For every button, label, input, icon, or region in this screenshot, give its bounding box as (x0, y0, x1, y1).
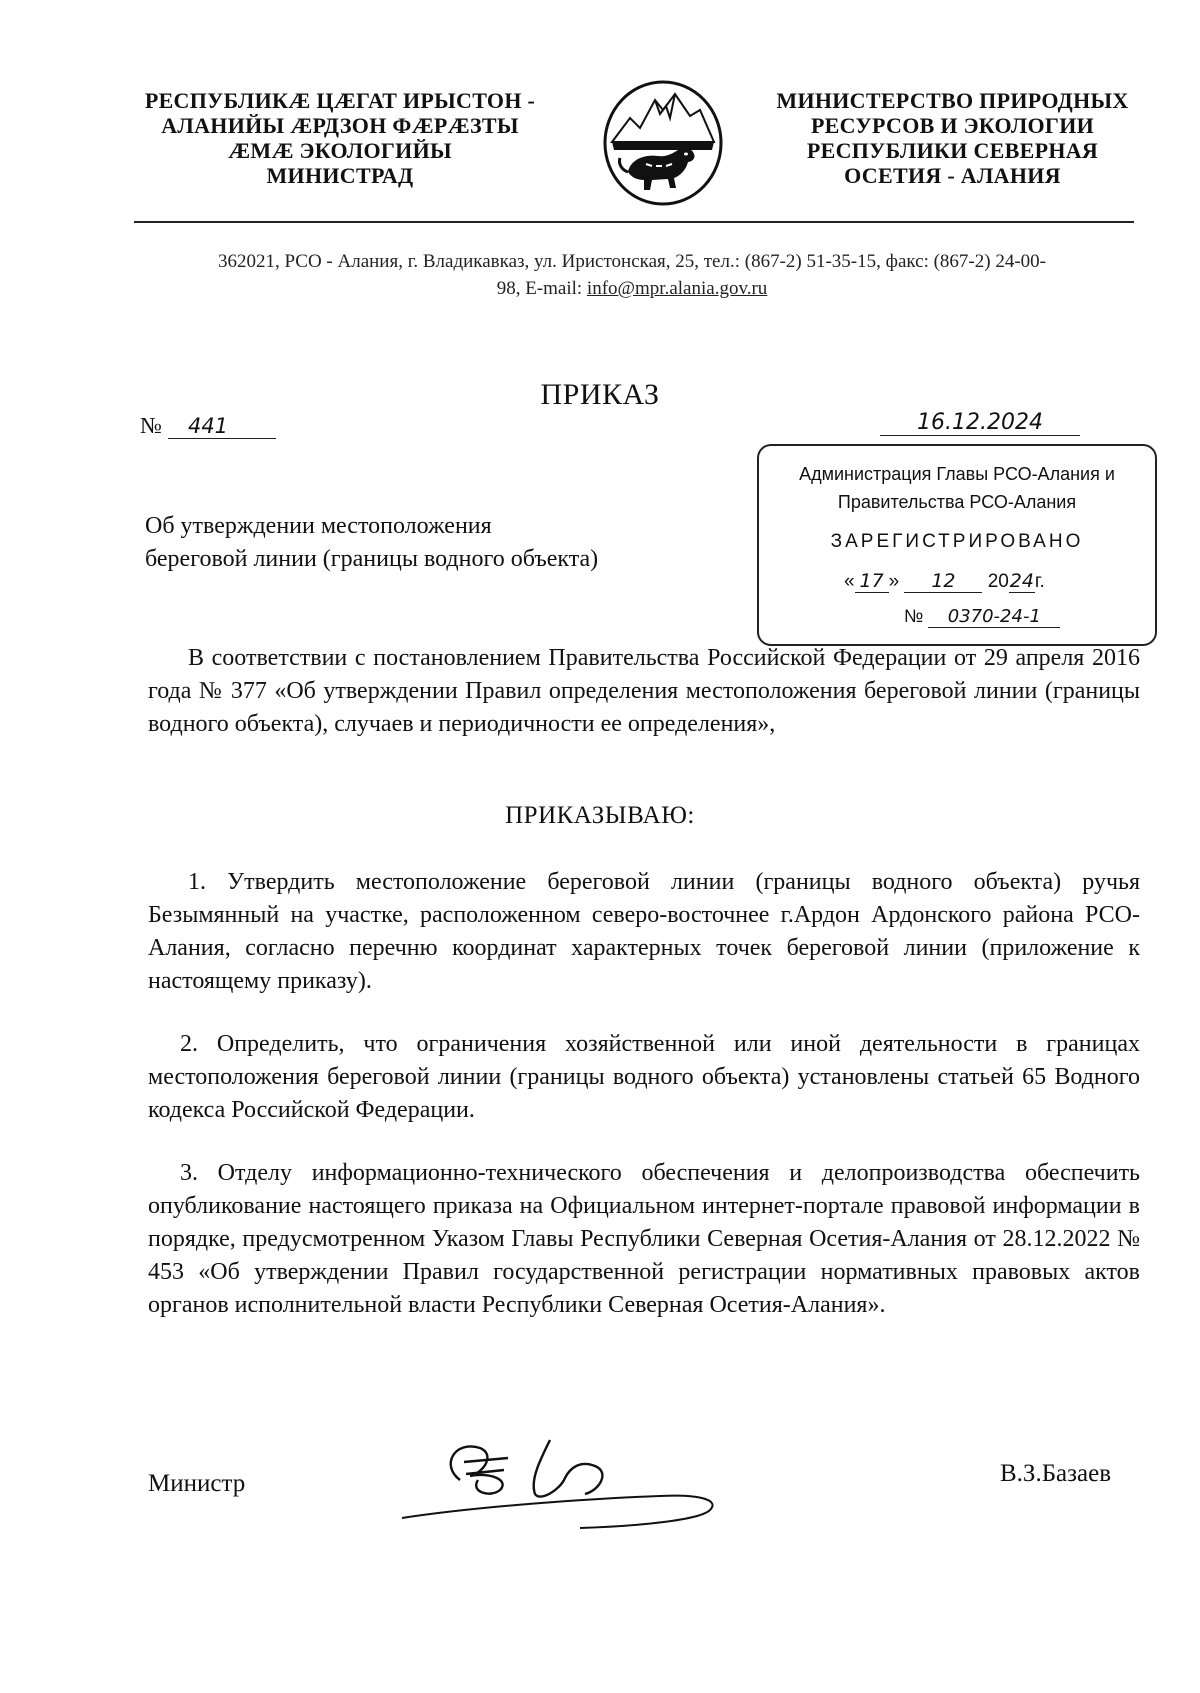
order-number-label: № (140, 413, 162, 438)
order-date: 16.12.2024 (880, 410, 1080, 436)
signatory-title: Министр (148, 1470, 246, 1497)
stamp-day: 17 (855, 570, 889, 593)
document-subject (145, 510, 598, 576)
letterhead-right-line: РЕСУРСОВ И ЭКОЛОГИИ (810, 113, 1095, 138)
stamp-year-prefix: 20 (987, 571, 1009, 592)
subject-line: береговой линии (границы водного объекта) (145, 546, 599, 572)
letterhead-divider (134, 221, 1134, 223)
letterhead-left (120, 88, 560, 188)
order-number-value: 441 (168, 414, 276, 439)
stamp-date: « 17 » 12 2024г. (844, 570, 1045, 592)
order-item-3: 3. Отделу информационно-технического обеспечения и делопроизводства обеспечить опубликование настоящего приказа на Официальном интернет-портале правовой информации в порядке, предусмотренном Указом Главы Республики Северная Осетия-Алания от 28.12.2022 № 453 «Об утверждении Правил государственной регистрации нормативных правовых актов органов исполнительной власти Республики Северная Осетия-Алания». (148, 1160, 1140, 1318)
letterhead-right-line: РЕСПУБЛИКИ СЕВЕРНАЯ (806, 138, 1099, 163)
stamp-number-label: № (904, 606, 924, 626)
order-number (140, 413, 276, 439)
letterhead-right-line: МИНИСТЕРСТВО ПРИРОДНЫХ (776, 88, 1129, 113)
address-line-contact (132, 275, 1132, 302)
preamble-paragraph: В соответствии с постановлением Правительства Российской Федерации от 29 апреля 2016 года № 377 «Об утверждении Правил определения местоположения береговой линии (границы водного объекта), случаев и периодичности ее определения», (148, 645, 1140, 737)
stamp-authority: Администрация Главы РСО-Алания и (799, 464, 1115, 484)
stamp-authority-line: Правительства РСО-Алания (837, 492, 1077, 512)
address-prefix: 98, E-mail: (496, 278, 587, 299)
order-item-2: 2. Определить, что ограничения хозяйственной или иной деятельности в границах местоположения береговой линии (границы водного объекта) установлены статьей 65 Водного кодекса Российской Федерации. (148, 1031, 1140, 1123)
letterhead-left-line: ÆМÆ ЭКОЛОГИЙЫ (228, 138, 452, 163)
stamp-number-value: 0370-24-1 (928, 606, 1060, 628)
stamp-month: 12 (904, 570, 982, 593)
address-line: 362021, РСО - Алания, г. Владикавказ, ул. Иристонская, 25, тел.: (867-2) 51-35-15, факс: (867-2) 24-00- (217, 251, 1046, 272)
email-link[interactable]: info@mpr.alania.gov.ru (586, 278, 768, 299)
order-heading: ПРИКАЗЫВАЮ: (505, 802, 695, 829)
letterhead-left-line: РЕСПУБЛИКÆ ЦÆГАТ ИРЫСТОН - (144, 88, 536, 113)
letterhead-right-line: ОСЕТИЯ - АЛАНИЯ (844, 163, 1061, 188)
document-title: ПРИКАЗ (540, 378, 660, 411)
letterhead-left-line: МИНИСТРАД (266, 163, 414, 188)
stamp-year-unit: г. (1034, 571, 1045, 592)
order-item-1: 1. Утвердить местоположение береговой линии (границы водного объекта) ручья Безымянный на участке, расположенном северо-восточнее г.Ардон Ардонского района РСО-Алания, согласно перечню координат характерных точек береговой линии (приложение к настоящему приказу). (148, 869, 1140, 994)
stamp-year-suffix: 24 (1009, 570, 1034, 592)
address-block (132, 248, 1132, 302)
handwritten-signature (400, 1410, 790, 1530)
coat-of-arms-icon (600, 80, 726, 206)
subject-line: Об утверждении местоположения (145, 513, 492, 539)
stamp-number (904, 606, 1060, 628)
signatory-name: В.З.Базаев (1000, 1460, 1112, 1487)
registration-stamp (757, 444, 1157, 646)
stamp-registered: ЗАРЕГИСТРИРОВАНО (830, 531, 1084, 552)
letterhead-right (755, 88, 1150, 188)
letterhead-left-line: АЛАНИЙЫ ÆРДЗОН ФÆРÆЗТЫ (161, 113, 519, 138)
